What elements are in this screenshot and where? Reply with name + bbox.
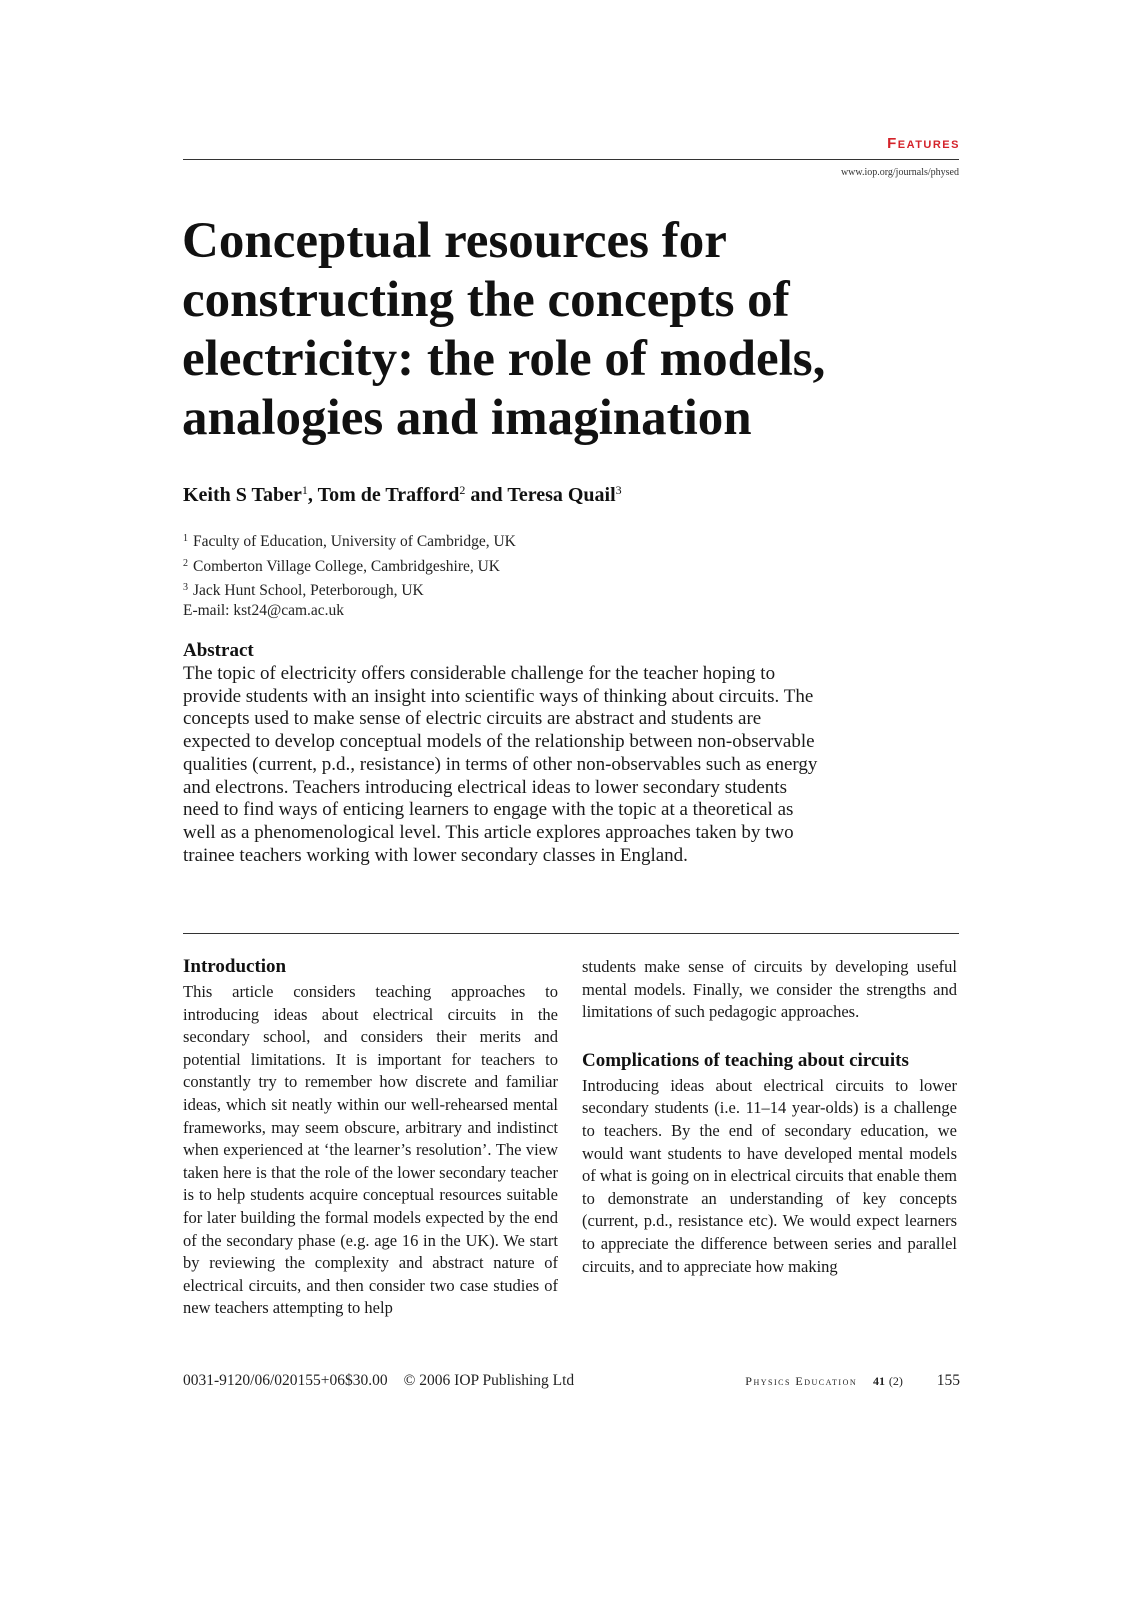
footer-right [745,1372,960,1390]
abstract-body: The topic of electricity offers considerable challenge for the teacher hoping to provide students with an insight into scientific ways of thinking about circuits. The concepts used to make sense of electric circuits are abstract and students are expected to develop conceptual models of the relationship between non-observable qualities (current, p.d., resistance) in terms of other non-observables such as energy and electrons. Teachers introducing electrical ideas to lower secondary students need to find ways of enticing learners to engage with the topic at a theoretical as well as a phenomenological level. This article explores approaches taken by two trainee teachers working with lower secondary classes in England. [183,663,818,866]
page-number: 155 [936,1372,960,1389]
affiliation-mark: 1 [183,533,188,544]
contact-email[interactable]: E-mail: kst24@cam.ac.uk [183,602,345,619]
introduction-paragraph: This article considers teaching approaches to introducing ideas about electrical circuits in the secondary school, and considers their merits and potential limitations. It is important for teachers to constantly try to remember how discrete and familiar ideas, which sit neatly within our well-rehearsed mental frameworks, may seem obscure, arbitrary and indistinct when experienced at ‘the learner’s resolution’. The view taken here is that the role of the lower secondary teacher is to help students acquire conceptual resources suitable for later building the formal models expected by the end of the secondary phase (e.g. age 16 in the UK). We start by reviewing the complexity and abstract nature of electrical circuits, and then consider two case studies of new teachers attempting to help [183,982,558,1318]
author-list [183,483,622,507]
complications-heading: Complications of teaching about circuits [582,1049,909,1071]
article-code: 0031-9120/06/020155+06$30.00 [183,1372,388,1389]
affiliation-text: Jack Hunt School, Peterborough, UK [193,582,424,599]
author-affiliation-mark: 3 [615,483,622,497]
volume-number: 41 [873,1374,885,1388]
introduction-heading: Introduction [183,956,287,977]
journal-url[interactable]: www.iop.org/journals/physed [840,167,959,178]
affiliation-item [183,528,516,553]
affiliation-list [183,528,516,602]
copyright-notice: © 2006 IOP Publishing Ltd [403,1372,575,1389]
footer-left [183,1372,574,1390]
paragraph-gap [582,1024,957,1050]
author-name: Teresa Quail [507,484,616,506]
issue-number: (2) [888,1374,903,1388]
article-title: Conceptual resources for constructing the concepts of electricity: the role of models, analogies and imagination [182,213,826,446]
author-name: Keith S Taber [183,484,302,506]
introduction-continuation: students make sense of circuits by developing useful mental models. Finally, we consider the strengths and limitations of such pedagogic approaches. [582,957,957,1022]
affiliation-text: Comberton Village College, Cambridgeshire, UK [193,557,501,575]
affiliation-item [183,577,516,602]
author-separator: and [465,484,508,506]
right-column [582,956,957,1278]
affiliation-mark: 3 [183,582,188,593]
author-affiliation-mark: 1 [301,483,308,497]
complications-paragraph: Introducing ideas about electrical circuits to lower secondary students (i.e. 11–14 year-olds) is a challenge to teachers. By the end of secondary education, we would want students to have developed mental models of what is going on in electrical circuits that enable them to demonstrate an understanding of key concepts (current, p.d., resistance etc). We would expect learners to appreciate the difference between series and parallel circuits, and to appreciate how making [582,1075,957,1276]
left-column [183,956,558,1320]
affiliation-mark: 2 [183,557,188,569]
abstract-heading: Abstract [183,640,254,661]
affiliation-text: Faculty of Education, University of Cambridge, UK [193,533,516,550]
header-rule [183,159,959,160]
author-separator: , [307,484,318,506]
author-name: Tom de Trafford [317,484,460,506]
section-divider [183,933,959,934]
section-label: Features [887,135,960,152]
affiliation-item [183,553,516,578]
author-affiliation-mark: 2 [459,483,466,497]
journal-name: Physics Education [745,1374,858,1388]
